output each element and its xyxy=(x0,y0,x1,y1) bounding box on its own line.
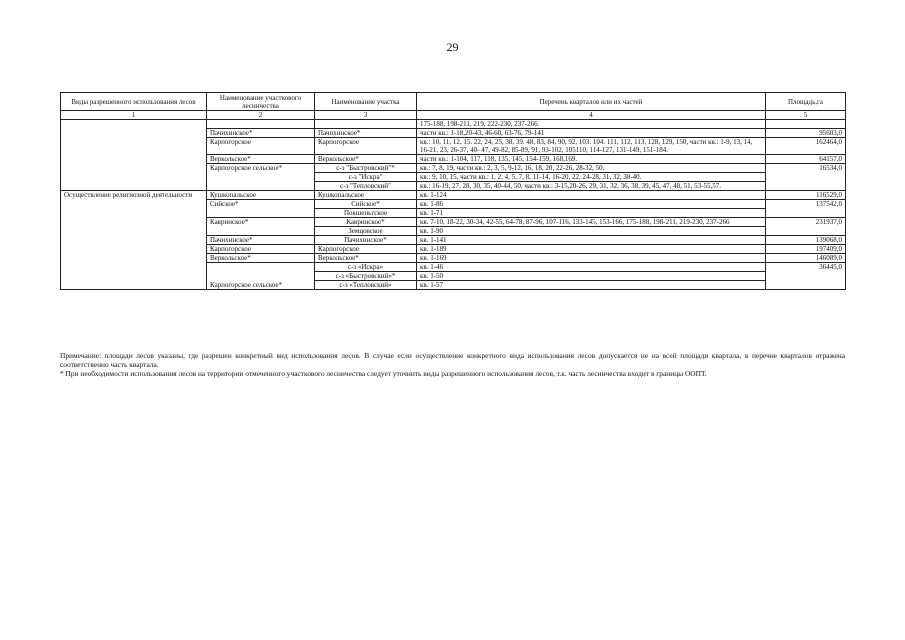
quarters-cell: кв.: 9, 10, 15, части кв.: 1, 2, 4, 5, 7, 8, 11-14, 16-20, 22, 24-28, 31, 32, 38-40. xyxy=(417,173,766,182)
plot-cell: с-з «Быстровский»* xyxy=(315,272,417,281)
plot-cell: с-з "Быстровский"* xyxy=(315,164,417,173)
quarters-cell: кв. 1-124 xyxy=(417,191,766,200)
quarters-cell: кв.: 7, 8, 19, части кв.: 2, 3, 5, 9-12, 16, 18, 20, 22-26, 28-32, 50. xyxy=(417,164,766,173)
quarters-cell: кв. 1-57 xyxy=(417,281,766,290)
district-cell: Карпогорское xyxy=(207,138,315,155)
plot-cell: с-з "Искра" xyxy=(315,173,417,182)
plot-cell: Земцовское xyxy=(315,227,417,236)
area-cell: 139068,0 xyxy=(766,236,846,245)
area-cell: 95603,0 xyxy=(766,129,846,138)
area-cell: 137542,0 xyxy=(766,200,846,218)
plot-cell: с-з "Тепловский" xyxy=(315,182,417,191)
plot-cell: Сийское* xyxy=(315,200,417,209)
column-number: 2 xyxy=(207,111,315,120)
area-cell xyxy=(766,120,846,129)
header-area: Площадь,га xyxy=(766,93,846,111)
column-number-row xyxy=(61,111,846,120)
district-cell: Пачихинское* xyxy=(207,236,315,245)
header-use-type: Виды разрешенного использования лесов xyxy=(61,93,207,111)
quarters-cell: части кв.: 1-18,20-43, 46-60, 63-76, 79-141 xyxy=(417,129,766,138)
plot-cell: Кавринское* xyxy=(315,218,417,227)
district-cell: Сийское* xyxy=(207,200,315,218)
district-cell: Пачихинское* xyxy=(207,129,315,138)
area-cell: 36445,0 xyxy=(766,263,846,290)
plot-cell: Пачихинское* xyxy=(315,129,417,138)
district-cell: Карпогорское xyxy=(207,245,315,254)
plot-cell: с-з «Искра» xyxy=(315,263,417,272)
header-quarters-list: Перечень кварталов или их частей xyxy=(417,93,766,111)
plot-cell: Карпогорское xyxy=(315,138,417,155)
area-cell: 197409,0 xyxy=(766,245,846,254)
use-type-cell xyxy=(61,120,207,191)
table-row xyxy=(61,191,846,200)
quarters-cell: кв.: 10, 11, 12, 15. 22, 24, 25, 38, 39. 48, 83, 84, 90, 92, 103. 104. 111, 112, 113, 128, 129, 150, части кв.: 1-9, 13, 14, 16-21, 23, 26-37, 40- 47, 49-82, 85-89, 91, 93-102, 105110, 114-127, 131-149, 151-184. xyxy=(417,138,766,155)
quarters-cell: кв. 1-71 xyxy=(417,209,766,218)
table-header-row xyxy=(61,93,846,111)
quarters-cell: части кв.: 1-104, 117, 118, 135, 145, 154-159, 168,169. xyxy=(417,155,766,164)
district-cell: Карпогорское сельское* xyxy=(207,263,315,290)
header-plot-name: Наименование участка xyxy=(315,93,417,111)
plot-cell: Пачихинское* xyxy=(315,236,417,245)
column-number: 3 xyxy=(315,111,417,120)
plot-cell: Карпогорское xyxy=(315,245,417,254)
table-row xyxy=(61,120,846,129)
quarters-cell: кв. 1-90 xyxy=(417,227,766,236)
plot-cell: Веркольское* xyxy=(315,254,417,263)
quarters-cell: кв. 1-46 xyxy=(417,263,766,272)
district-cell xyxy=(207,120,315,129)
district-cell: Веркольское* xyxy=(207,155,315,164)
quarters-cell: кв. 7-10, 18-22, 30-34, 42-55, 64-78, 87-96, 107-116, 133-145, 153-166, 175-188, 198-211, 219-230, 237-266 xyxy=(417,218,766,227)
use-type-cell: Осуществление религиозной деятельности xyxy=(61,191,207,290)
plot-cell: Кушкопальское xyxy=(315,191,417,200)
area-cell: 64157,0 xyxy=(766,155,846,164)
plot-cell: Покшеньгское xyxy=(315,209,417,218)
area-cell: 231937,0 xyxy=(766,218,846,236)
note-protected-area: * При необходимости использования лесов на территории отмеченного участкового лесничества следует уточнить виды разрешенного использования лесов, т.к. часть лесничества входит в границы ООПТ. xyxy=(60,369,707,379)
quarters-cell: кв. 1-86 xyxy=(417,200,766,209)
header-district-name: Наименование участкового лесничества xyxy=(207,93,315,111)
quarters-cell: кв. 1-189 xyxy=(417,245,766,254)
district-cell: Веркольское* xyxy=(207,254,315,263)
column-number: 5 xyxy=(766,111,846,120)
area-cell: 162464,0 xyxy=(766,138,846,155)
area-cell: 116529,0 xyxy=(766,191,846,200)
note-area-remark: Примечание: площади лесов указаны, где разрешен конкретный вид использования лесов. В случае если осуществление конкретного вида использования лесов допускается не на всей площади квартала, в перечне кварталов отражена соответственно часть квартала. xyxy=(60,351,845,370)
quarters-cell: кв. 1-141 xyxy=(417,236,766,245)
column-number: 1 xyxy=(61,111,207,120)
quarters-cell: 175-188, 198-211, 219, 222-230, 237-266. xyxy=(417,120,766,129)
page-number: 29 xyxy=(446,40,459,54)
column-number: 4 xyxy=(417,111,766,120)
area-cell: 146089,0 xyxy=(766,254,846,263)
plot-cell xyxy=(315,120,417,129)
footnotes xyxy=(60,351,845,379)
area-cell: 16534,0 xyxy=(766,164,846,191)
plot-cell: Веркольское* xyxy=(315,155,417,164)
district-cell: Кушкопальское xyxy=(207,191,315,200)
quarters-cell: кв. 1-169 xyxy=(417,254,766,263)
quarters-cell: кв.: 16-19, 27, 28, 30, 35, 40-44, 50, части кв.: 3-15,20-26, 29, 31, 32, 36, 38, 39, 45, 47, 48, 51, 53-55,57. xyxy=(417,182,766,191)
district-cell: Кавринское* xyxy=(207,218,315,236)
plot-cell: с-з «Тепловский» xyxy=(315,281,417,290)
forest-use-table xyxy=(60,92,846,290)
district-cell: Карпогорское сельское* xyxy=(207,164,315,191)
quarters-cell: кв. 1-50 xyxy=(417,272,766,281)
